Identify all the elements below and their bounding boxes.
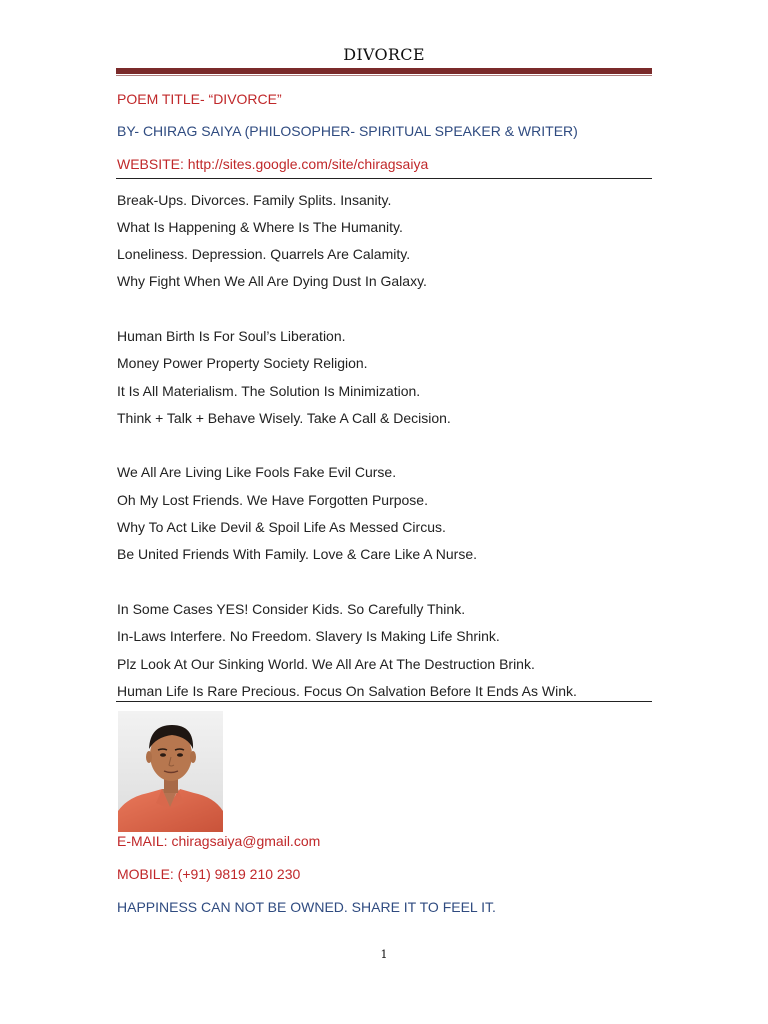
header-rule: [116, 68, 652, 74]
document-header-title: DIVORCE: [343, 45, 425, 64]
website-line: WEBSITE: http://sites.google.com/site/chiragsaiya: [117, 156, 429, 172]
email-line: E-MAIL: chiragsaiya@gmail.com: [117, 833, 321, 849]
page-number: 1: [380, 948, 388, 961]
poem-title: POEM TITLE- “DIVORCE”: [117, 91, 282, 107]
poem-line: What Is Happening & Where Is The Humanity.: [117, 219, 403, 235]
author-portrait-image: [118, 711, 223, 832]
poem-line: Think + Talk + Behave Wisely. Take A Call & Decision.: [117, 410, 451, 426]
tagline: HAPPINESS CAN NOT BE OWNED. SHARE IT TO FEEL IT.: [117, 899, 496, 915]
poem-line: We All Are Living Like Fools Fake Evil Curse.: [117, 464, 397, 480]
poem-line: In Some Cases YES! Consider Kids. So Carefully Think.: [117, 601, 466, 617]
poem-line: Money Power Property Society Religion.: [117, 355, 368, 371]
author-photo: [118, 711, 223, 832]
section-divider-bottom: [116, 701, 652, 702]
poem-line: Plz Look At Our Sinking World. We All Are At The Destruction Brink.: [117, 656, 535, 672]
poem-line: Why To Act Like Devil & Spoil Life As Messed Circus.: [117, 519, 446, 535]
poem-line: Oh My Lost Friends. We Have Forgotten Purpose.: [117, 492, 428, 508]
poem-line: Human Birth Is For Soul’s Liberation.: [117, 328, 346, 344]
header-rule-thin: [116, 75, 652, 76]
poem-line: Break-Ups. Divorces. Family Splits. Insanity.: [117, 192, 392, 208]
mobile-line: MOBILE: (+91) 9819 210 230: [117, 866, 301, 882]
poem-line: Why Fight When We All Are Dying Dust In Galaxy.: [117, 273, 427, 289]
poem-line: In-Laws Interfere. No Freedom. Slavery Is Making Life Shrink.: [117, 628, 500, 644]
section-divider-top: [116, 178, 652, 179]
poem-line: Be United Friends With Family. Love & Care Like A Nurse.: [117, 546, 477, 562]
poem-line: Human Life Is Rare Precious. Focus On Salvation Before It Ends As Wink.: [117, 683, 577, 699]
author-line: BY- CHIRAG SAIYA (PHILOSOPHER- SPIRITUAL SPEAKER & WRITER): [117, 123, 578, 139]
poem-line: It Is All Materialism. The Solution Is Minimization.: [117, 383, 421, 399]
poem-line: Loneliness. Depression. Quarrels Are Calamity.: [117, 246, 411, 262]
